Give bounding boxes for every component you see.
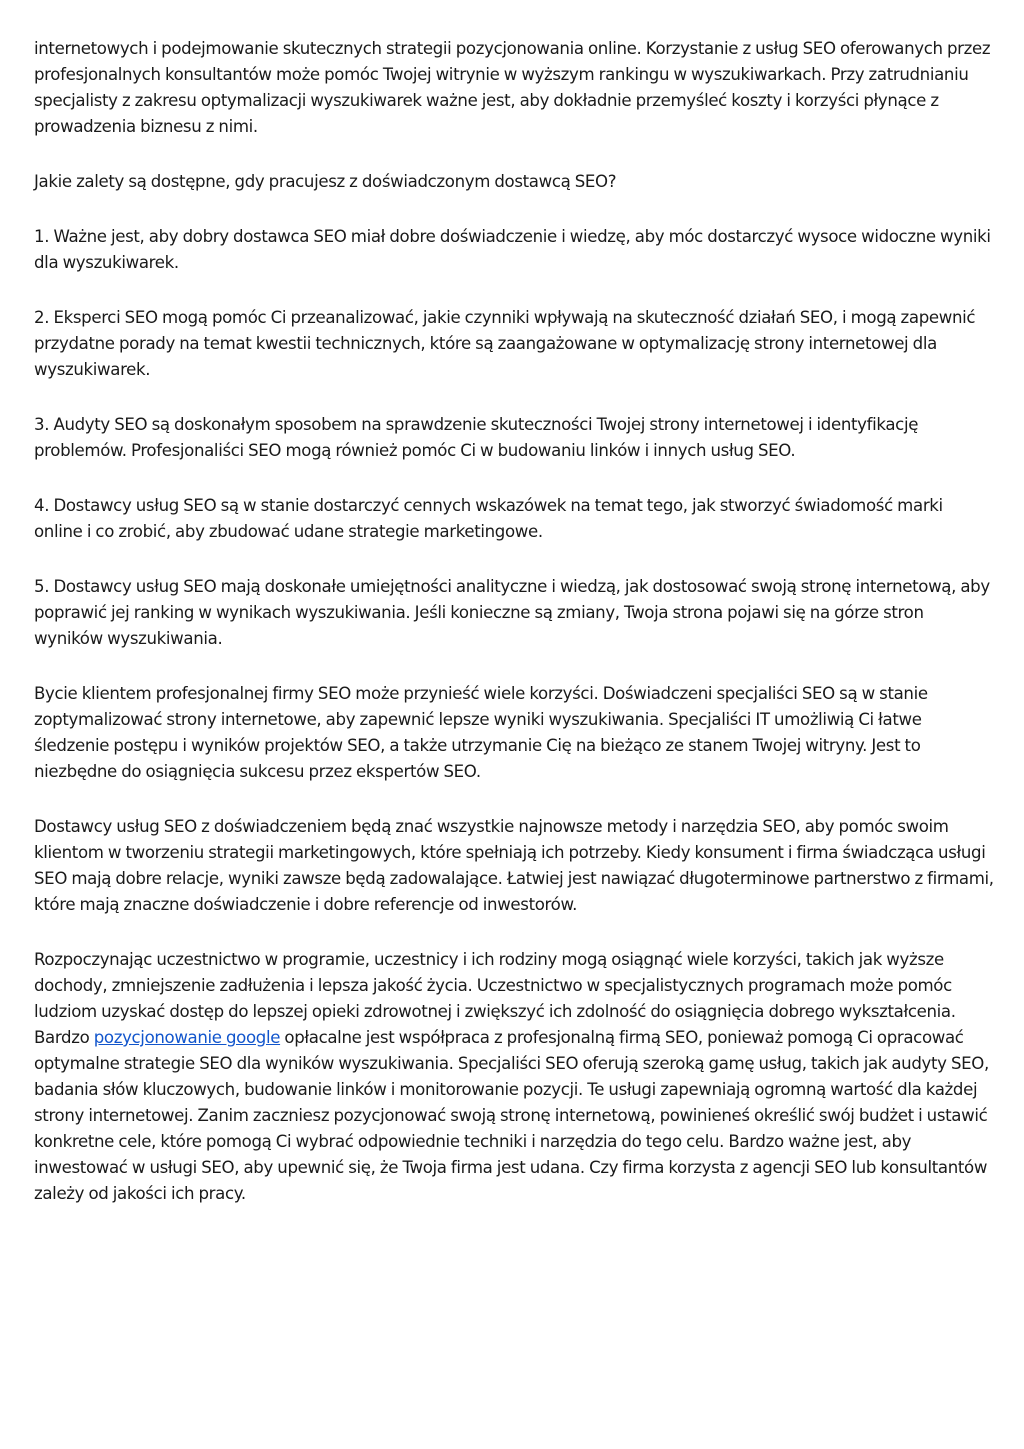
paragraph-program-participation: [34, 947, 994, 1207]
pozycjonowanie-google-link[interactable]: pozycjonowanie google: [93, 1028, 281, 1047]
final-paragraph-after-link: opłacalne jest współpraca z profesjonalną firmą SEO, ponieważ pomogą Ci opracować optymalne strategie SEO dla wyników wyszukiwania. Specjaliści SEO oferują szeroką gamę usług, takich jak audyty SEO, badania słów kluczowych, budowanie linków i monitorowanie pozycji. Te usługi zapewniają ogromną wartość dla każdej strony internetowej. Zanim zaczniesz pozycjonować swoją stronę internetową, powinieneś określić swój budżet i ustawić konkretne cele, które pomogą Ci wybrać odpowiednie techniki i narzędzia do tego celu. Bardzo ważne jest, aby inwestować w usługi SEO, aby upewnić się, że Twoja firma jest udana. Czy firma korzysta z agencji SEO lub konsultantów zależy od jakości ich pracy.: [34, 1028, 989, 1203]
paragraph-point-4: 4. Dostawcy usług SEO są w stanie dostarczyć cennych wskazówek na temat tego, jak stworzyć świadomość marki online i co zrobić, aby zbudować udane strategie marketingowe.: [34, 496, 943, 541]
paragraph-point-3: 3. Audyty SEO są doskonałym sposobem na sprawdzenie skuteczności Twojej strony internetowej i identyfikację problemów. Profesjonaliści SEO mogą również pomóc Ci w budowaniu linków i innych usług SEO.: [34, 415, 919, 460]
paragraph-question: Jakie zalety są dostępne, gdy pracujesz z doświadczonym dostawcą SEO?: [34, 172, 617, 191]
final-paragraph-before-link: Rozpoczynając uczestnictwo w programie, uczestnicy i ich rodziny mogą osiągnąć wiele korzyści, takich jak wyższe dochody, zmniejszenie zadłużenia i lepsza jakość życia. Uczestnictwo w specjalistycznych programach może pomóc ludziom uzyskać dostęp do lepszej opieki zdrowotnej i zwiększyć ich zdolność do osiągnięcia dobrego wykształcenia. Bardzo: [34, 950, 956, 1047]
paragraph-point-1: 1. Ważne jest, aby dobry dostawca SEO miał dobre doświadczenie i wiedzę, aby móc dostarczyć wysoce widoczne wyniki dla wyszukiwarek.: [34, 227, 991, 272]
document-body: [34, 36, 994, 1207]
paragraph-point-5: 5. Dostawcy usług SEO mają doskonałe umiejętności analityczne i wiedzą, jak dostosować swoją stronę internetową, aby poprawić jej ranking w wynikach wyszukiwania. Jeśli konieczne są zmiany, Twoja strona pojawi się na górze stron wyników wyszukiwania.: [34, 577, 990, 648]
paragraph-experienced-providers: Dostawcy usług SEO z doświadczeniem będą znać wszystkie najnowsze metody i narzędzia SEO, aby pomóc swoim klientom w tworzeniu strategii marketingowych, które spełniają ich potrzeby. Kiedy konsument i firma świadcząca usługi SEO mają dobre relacje, wyniki zawsze będą zadowalające. Łatwiej jest nawiązać długoterminowe partnerstwo z firmami, które mają znaczne doświadczenie i dobre referencje od inwestorów.: [34, 817, 994, 914]
paragraph-point-2: 2. Eksperci SEO mogą pomóc Ci przeanalizować, jakie czynniki wpływają na skuteczność działań SEO, i mogą zapewnić przydatne porady na temat kwestii technicznych, które są zaangażowane w optymalizację strony internetowej dla wyszukiwarek.: [34, 308, 976, 379]
paragraph-intro-continuation: internetowych i podejmowanie skutecznych strategii pozycjonowania online. Korzystanie z usług SEO oferowanych przez profesjonalnych konsultantów może pomóc Twojej witrynie w wyższym rankingu w wyszukiwarkach. Przy zatrudnianiu specjalisty z zakresu optymalizacji wyszukiwarek ważne jest, aby dokładnie przemyśleć koszty i korzyści płynące z prowadzenia biznesu z nimi.: [34, 39, 991, 136]
paragraph-client-benefits: Bycie klientem profesjonalnej firmy SEO może przynieść wiele korzyści. Doświadczeni specjaliści SEO są w stanie zoptymalizować strony internetowe, aby zapewnić lepsze wyniki wyszukiwania. Specjaliści IT umożliwią Ci łatwe śledzenie postępu i wyników projektów SEO, a także utrzymanie Cię na bieżąco ze stanem Twojej witryny. Jest to niezbędne do osiągnięcia sukcesu przez ekspertów SEO.: [34, 684, 928, 781]
